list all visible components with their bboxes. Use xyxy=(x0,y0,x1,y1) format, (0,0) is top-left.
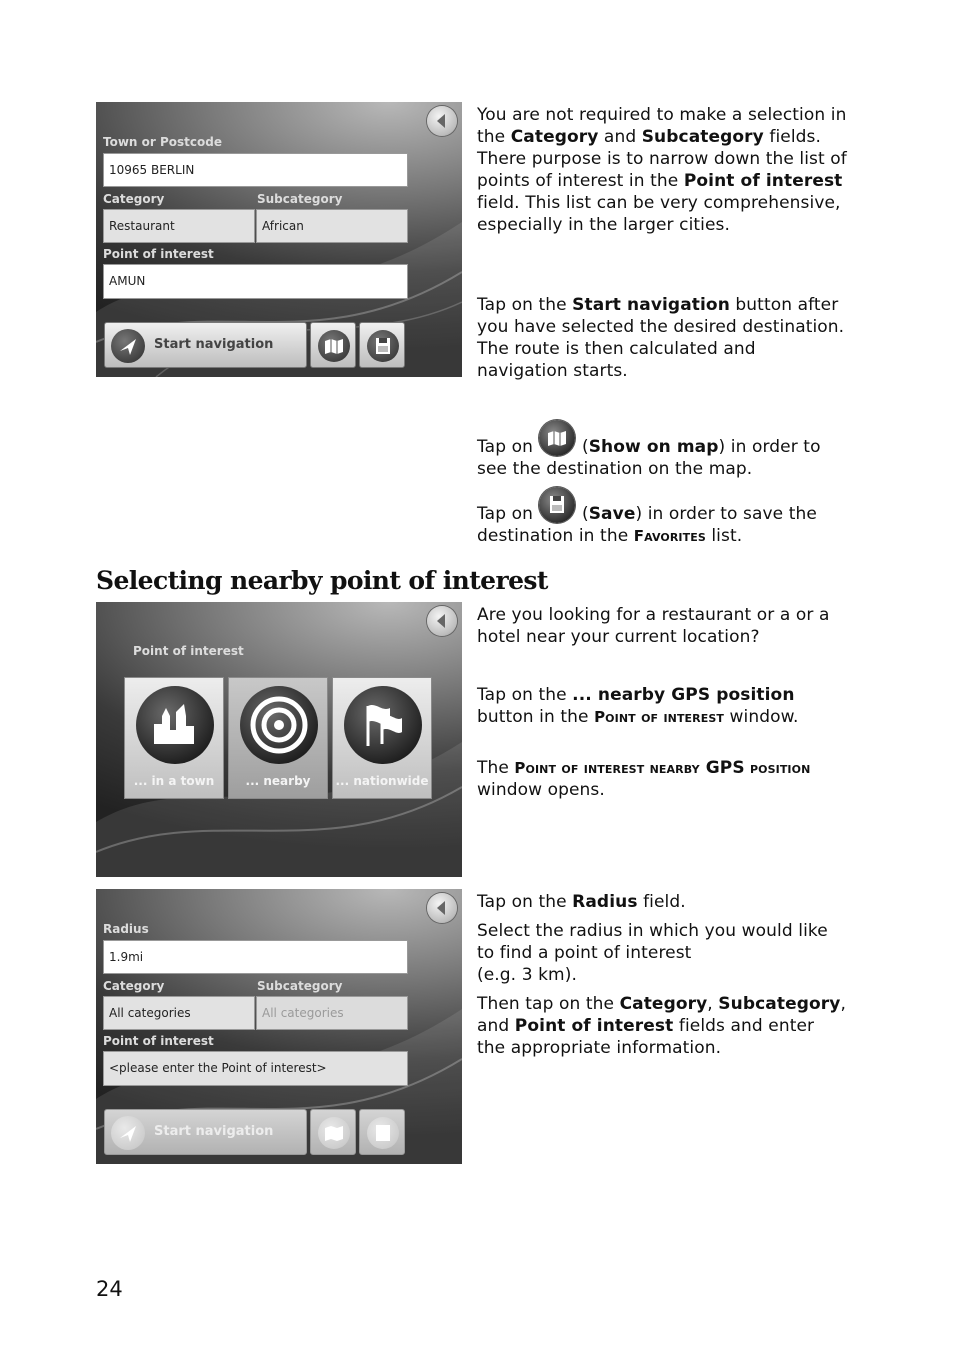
back-arrow-icon xyxy=(427,893,457,923)
show-on-map-button[interactable] xyxy=(310,322,356,368)
start-navigation-button[interactable] xyxy=(104,1109,307,1155)
poi-window-title: Point of interest xyxy=(133,644,244,658)
in-a-town-button[interactable] xyxy=(124,677,224,799)
category-label: Category xyxy=(103,192,165,206)
poi-label: Point of interest xyxy=(103,247,214,261)
destination-screenshot xyxy=(96,102,462,377)
radius-label: Radius xyxy=(103,922,149,936)
save-paragraph: Tap on (Save) in order to save the destination in the Favorites list. xyxy=(477,487,847,547)
nearby-intro-paragraph: Are you looking for a restaurant or a or a hotel near your current location? xyxy=(477,605,830,647)
page-number: 24 xyxy=(96,1277,123,1301)
save-button[interactable] xyxy=(359,322,405,368)
back-button[interactable] xyxy=(427,606,457,636)
navigation-arrow-icon xyxy=(111,329,145,363)
intro-paragraph: You are not required to make a selection in the Category and Subcategory fields. There purpose is to narrow down the list of points of interest in the Point of interest field. This list can be very comprehensive, especially in the larger cities. xyxy=(477,105,847,235)
map-icon xyxy=(318,330,350,362)
select-radius-paragraph: Select the radius in which you would like to find a point of interest (e.g. 3 km). xyxy=(477,921,828,985)
start-navigation-paragraph: Tap on the Start navigation button after you have selected the desired destination. The route is then calculated and navigation starts. xyxy=(477,295,845,381)
poi-field[interactable]: AMUN xyxy=(103,264,408,299)
category-label: Category xyxy=(103,979,165,993)
save-disk-icon xyxy=(367,1117,399,1149)
back-button[interactable] xyxy=(427,106,457,136)
show-on-map-paragraph: Tap on (Show on map) in order to see the destination on the map. xyxy=(477,420,847,480)
radius-screenshot xyxy=(96,889,462,1164)
poi-field[interactable]: <please enter the Point of interest> xyxy=(103,1051,408,1086)
target-icon xyxy=(240,686,318,764)
radius-field[interactable]: 1.9mi xyxy=(103,940,408,974)
nationwide-label: ... nationwide xyxy=(335,774,429,788)
poi-label: Point of interest xyxy=(103,1034,214,1048)
back-button[interactable] xyxy=(427,893,457,923)
category-field[interactable]: All categories xyxy=(103,996,255,1030)
nationwide-button[interactable] xyxy=(332,677,432,799)
start-navigation-label: Start navigation xyxy=(154,337,274,352)
save-button[interactable] xyxy=(359,1109,405,1155)
window-opens-paragraph: The Point of interest nearby GPS position window opens. xyxy=(477,758,811,800)
subcategory-field[interactable]: All categories xyxy=(256,996,408,1030)
town-label: Town or Postcode xyxy=(103,135,222,149)
category-field[interactable]: Restaurant xyxy=(103,209,255,243)
back-arrow-icon xyxy=(427,106,457,136)
subcategory-label: Subcategory xyxy=(257,979,343,993)
nearby-label: ... nearby xyxy=(245,774,311,788)
back-arrow-icon xyxy=(427,606,457,636)
save-disk-icon xyxy=(367,330,399,362)
nearby-button-paragraph: Tap on the ... nearby GPS position button in the Point of interest window. xyxy=(477,685,799,727)
subcategory-field[interactable]: African xyxy=(256,209,408,243)
radius-paragraph: Tap on the Radius field. xyxy=(477,892,686,912)
section-heading: Selecting nearby point of interest xyxy=(96,566,548,595)
save-icon xyxy=(539,487,575,523)
start-navigation-label: Start navigation xyxy=(154,1124,274,1139)
poi-screenshot xyxy=(96,602,462,877)
subcategory-label: Subcategory xyxy=(257,192,343,206)
navigation-arrow-icon xyxy=(111,1116,145,1150)
show-on-map-icon xyxy=(539,420,575,456)
start-navigation-button[interactable] xyxy=(104,322,307,368)
enter-info-paragraph: Then tap on the Category, Subcategory, and Point of interest fields and enter the appropriate information. xyxy=(477,994,846,1058)
nearby-gps-position-button[interactable] xyxy=(228,677,328,799)
show-on-map-button[interactable] xyxy=(310,1109,356,1155)
city-icon xyxy=(136,686,214,764)
town-field[interactable]: 10965 BERLIN xyxy=(103,153,408,187)
flags-icon xyxy=(344,686,422,764)
in-a-town-label: ... in a town xyxy=(133,774,215,788)
map-icon xyxy=(318,1117,350,1149)
